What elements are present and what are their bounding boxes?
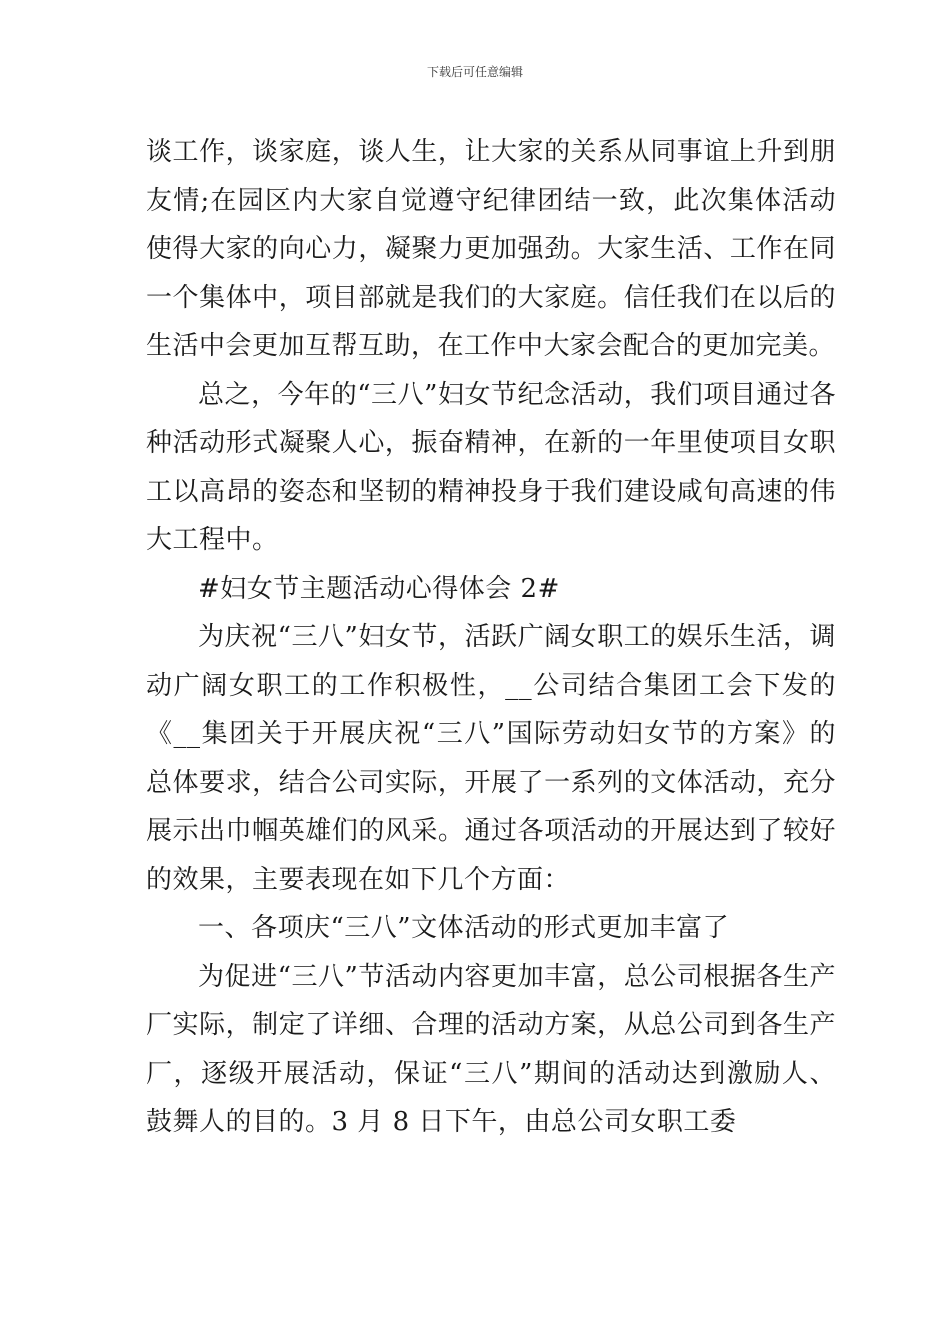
paragraph-4: 为促进“三八”节活动内容更加丰富，总公司根据各生产厂实际，制定了详细、合理的活动方案，从总公司到各生产厂，逐级开展活动，保证“三八”期间的活动达到激励人、鼓舞人的目的。3 月 8 日下午，由总公司女职工委 xyxy=(146,961,836,1137)
subheading-1: 一、各项庆“三八”文体活动的形式更加丰富了 xyxy=(198,913,730,943)
document-body xyxy=(146,128,836,1147)
page-header: 下载后可任意编辑 xyxy=(426,65,523,79)
paragraph-3: 为庆祝“三八”妇女节，活跃广阔女职工的娱乐生活，调动广阔女职工的工作积极性，__公司结合集团工会下发的《__集团关于开展庆祝“三八”国际劳动妇女节的方案》的总体要求，结合公司实际，开展了一系列的文体活动，充分展示出巾帼英雄们的风采。通过各项活动的开展达到了较好的效果，主要表现在如下几个方面： xyxy=(146,622,836,895)
paragraph-1: 谈工作，谈家庭，谈人生，让大家的关系从同事谊上升到朋友情;在园区内大家自觉遵守纪律团结一致，此次集体活动使得大家的向心力，凝聚力更加强劲。大家生活、工作在同一个集体中，项目部就是我们的大家庭。信任我们在以后的生活中会更加互帮互助，在工作中大家会配合的更加完美。 xyxy=(146,137,836,361)
paragraph-2: 总之，今年的“三八”妇女节纪念活动，我们项目通过各种活动形式凝聚人心，振奋精神，在新的一年里使项目女职工以高昂的姿态和坚韧的精神投身于我们建设咸旬高速的伟大工程中。 xyxy=(146,379,836,555)
section-heading-2: #妇女节主题活动心得体会 2# xyxy=(198,573,560,604)
